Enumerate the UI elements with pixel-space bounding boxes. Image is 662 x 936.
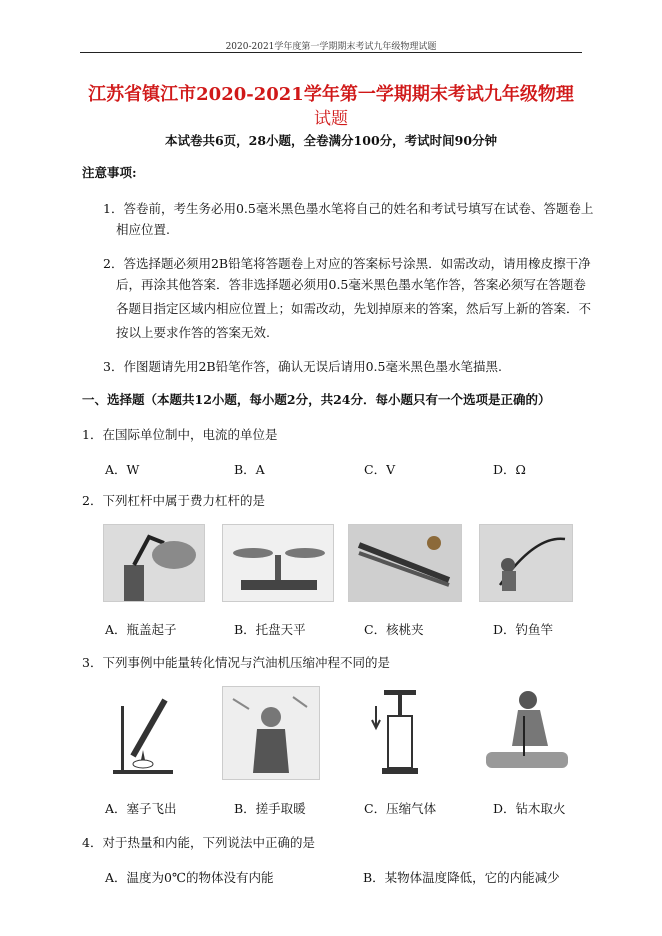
question-1-stem: 1．在国际单位制中，电流的单位是 [82,427,278,442]
header-rule [80,52,582,53]
rubbing-hands-image [222,686,320,780]
drilling-wood-fire-image [478,686,574,778]
notice-2-line-4: 按以上要求作答的答案无效. [116,325,270,340]
question-1-option-d: D．Ω [493,462,526,477]
notice-2-line-2: 后，再涂其他答案．答非选择题必须用0.5毫米黑色墨水笔作答，答案必须写在答题卷 [116,277,586,292]
question-4-option-a: A．温度为0℃的物体没有内能 [105,870,274,885]
nutcracker-image [348,524,462,602]
notice-3-line-1: 3．作图题请先用2B铅笔作答，确认无误后请用0.5毫米黑色墨水笔描黑. [103,359,502,374]
question-3-stem: 3．下列事例中能量转化情况与汽油机压缩冲程不同的是 [82,655,390,670]
fishing-rod-image [479,524,573,602]
question-2-stem: 2．下列杠杆中属于费力杠杆的是 [82,493,265,508]
question-1-option-a: A．W [105,462,140,477]
question-3-option-b: B．搓手取暖 [234,801,306,816]
question-4-option-b: B．某物体温度降低，它的内能减少 [363,870,560,885]
section-heading-choice: 一、选择题（本题共12小题，每小题2分，共24分．每小题只有一个选项是正确的） [82,392,551,407]
question-1-option-b: B．A [234,462,265,477]
question-1-option-c: C．V [364,462,396,477]
notice-1-line-1: 1．答卷前，考生务必用0.5毫米黑色墨水笔将自己的姓名和考试号填写在试卷、答题卷上 [103,201,594,216]
balance-scale-image [222,524,334,602]
question-3-option-c: C．压缩气体 [364,801,437,816]
notice-1-line-2: 相应位置. [116,222,170,237]
question-2-option-d: D．钓鱼竿 [493,622,554,637]
notice-heading: 注意事项: [82,165,137,180]
question-3-option-a: A．塞子飞出 [105,801,177,816]
notice-2-line-3: 各题目指定区域内相应位置上；如需改动，先划掉原来的答案，然后写上新的答案．不 [116,301,592,316]
question-2-option-b: B．托盘天平 [234,622,306,637]
page-title-continued: 试题 [314,109,348,129]
compress-gas-image [370,686,430,778]
question-2-option-c: C．核桃夹 [364,622,424,637]
question-2-option-a: A．瓶盖起子 [105,622,177,637]
page-header: 2020-2021学年度第一学期期末考试九年级物理试题 [225,42,437,52]
notice-2-line-1: 2．答选择题必须用2B铅笔将答题卷上对应的答案标号涂黑．如需改动，请用橡皮擦干净 [103,256,591,271]
question-3-option-d: D．钻木取火 [493,801,566,816]
exam-info: 本试卷共6页，28小题，全卷满分100分，考试时间90分钟 [164,133,498,148]
page-title: 江苏省镇江市2020-2021学年第一学期期末考试九年级物理 [88,84,574,105]
test-tube-stopper-image [103,686,187,778]
question-4-stem: 4．对于热量和内能，下列说法中正确的是 [82,835,315,850]
bottle-opener-image [103,524,205,602]
